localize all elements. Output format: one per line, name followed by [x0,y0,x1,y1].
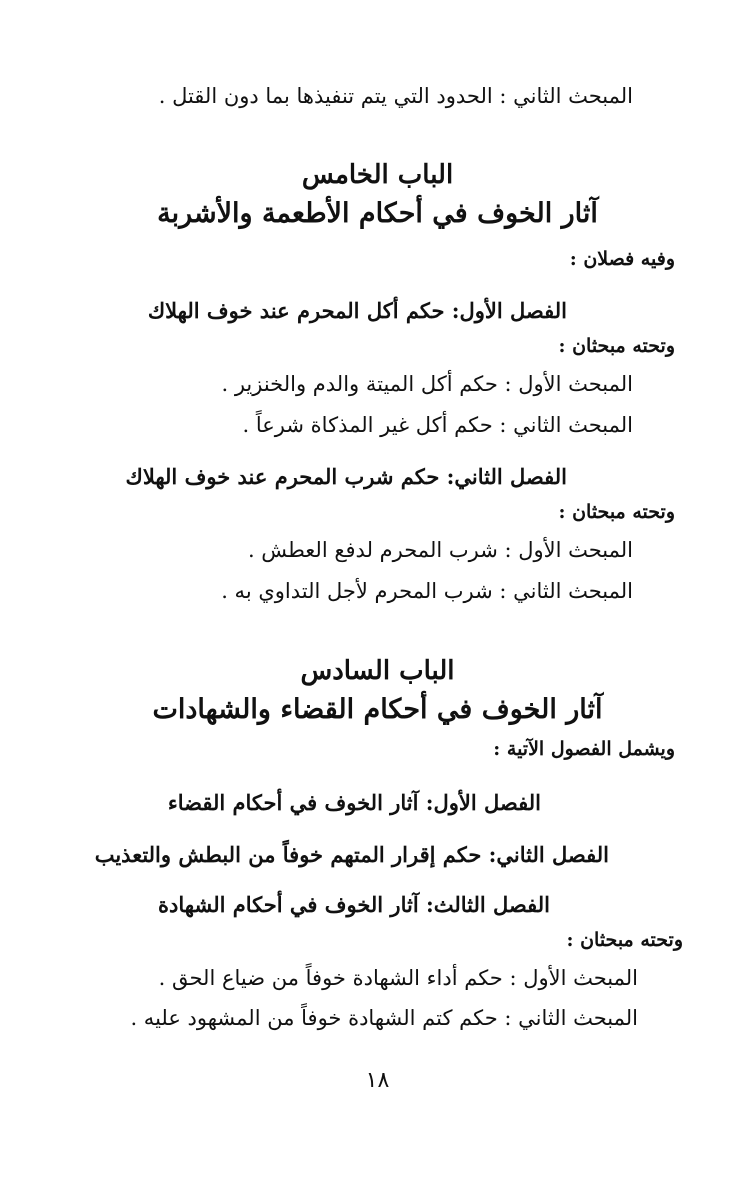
bab-5-fasl-2-mabhath-2: المبحث الثاني : شرب المحرم لأجل التداوي به . [221,579,633,603]
bab-5-fasl-2-mabhath-1: المبحث الأول : شرب المحرم لدفع العطش . [247,538,633,562]
bab-5-fasl-2-intro: وتحته مبحثان : [558,501,675,523]
bab-6-title: الباب السادس [300,656,455,686]
bab-5-fasl-1-mabhath-1: المبحث الأول : حكم أكل الميتة والدم والخنزير . [221,372,633,396]
bab-5-fasl-1-mabhath-2: المبحث الثاني : حكم أكل غير المذكاة شرعاً . [242,413,633,437]
bab-6-mabhath-1: المبحث الأول : حكم أداء الشهادة خوفاً من ضياع الحق . [158,966,638,990]
top-mabhath-2: المبحث الثاني : الحدود التي يتم تنفيذها بما دون القتل . [158,84,633,108]
bab-6-intro: ويشمل الفصول الآتية : [493,738,675,760]
bab-6-fasl-1: الفصل الأول: آثار الخوف في أحكام القضاء [167,790,541,815]
bab-5-intro: وفيه فصلان : [569,248,675,270]
page-number: ١٨ [365,1068,390,1093]
bab-6-subtitle: آثار الخوف في أحكام القضاء والشهادات [152,694,603,725]
bab-6-fasl-3: الفصل الثالث: آثار الخوف في أحكام الشهادة [158,892,550,917]
bab-5-title: الباب الخامس [301,160,454,190]
bab-5-fasl-1-title: الفصل الأول: حكم أكل المحرم عند خوف الهلاك [147,298,567,323]
bab-6-fasl-2: الفصل الثاني: حكم إقرار المتهم خوفاً من البطش والتعذيب [94,842,609,867]
bab-5-fasl-2-title: الفصل الثاني: حكم شرب المحرم عند خوف الهلاك [125,464,567,489]
bab-5-subtitle: آثار الخوف في أحكام الأطعمة والأشربة [157,198,598,229]
bab-5-fasl-1-intro: وتحته مبحثان : [558,335,675,357]
bab-6-mabhath-2: المبحث الثاني : حكم كتم الشهادة خوفاً من المشهود عليه . [130,1006,638,1030]
bab-6-intro-2: وتحته مبحثان : [566,929,683,951]
